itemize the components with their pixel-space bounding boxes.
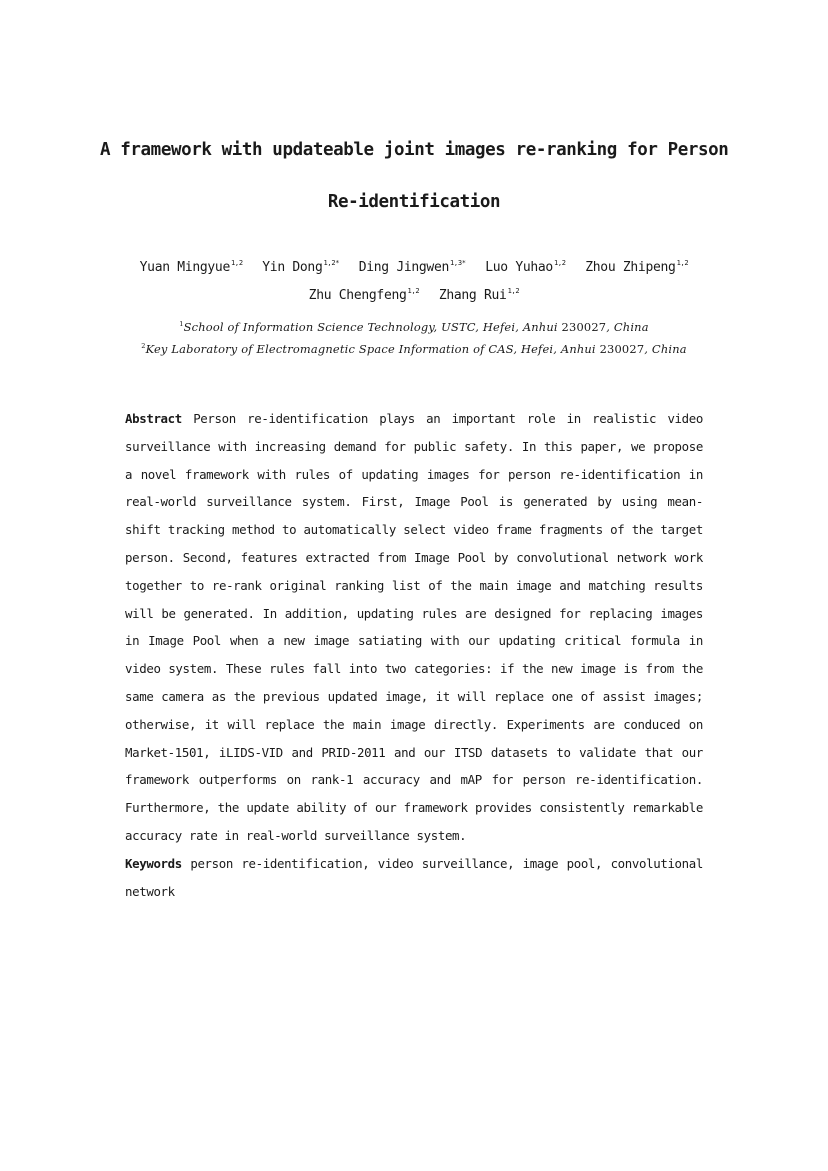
affiliation-country: , China	[606, 320, 649, 334]
author-name: Yin Dong	[262, 260, 323, 275]
paper-title-line-1: A framework with updateable joint images re-ranking for Person	[100, 140, 729, 160]
affiliation-2	[100, 342, 728, 356]
author	[585, 260, 688, 275]
author-list-line-2	[100, 287, 728, 303]
keywords-text: person re-identification, video surveillance, image pool, convolutional network	[125, 856, 703, 899]
author-affiliation-mark: 1,2	[407, 287, 420, 295]
author-affiliation-mark: 1,2	[676, 259, 689, 267]
author	[439, 288, 520, 303]
abstract-label: Abstract	[125, 411, 182, 426]
abstract	[125, 405, 703, 850]
author	[485, 260, 566, 275]
affiliation-mark: 2	[141, 342, 146, 350]
author-name: Zhang Rui	[438, 288, 507, 303]
author-affiliation-mark: 1,2	[553, 259, 566, 267]
affiliation-postcode: 230027	[599, 342, 645, 356]
affiliation-mark: 1	[179, 320, 184, 328]
abstract-text: Person re-identification plays an important role in realistic video surveillance with increasing demand for public safety. In this paper, we propose a novel framework with rules of updating images for person re-identification in real-world surveillance system. First, Image Pool is generated by using mean-shift tracking method to automatically select video frame fragments of the target person. Second, features extracted from Image Pool by convolutional network work together to re-rank original ranking list of the main image and matching results will be generated. In addition, updating rules are designed for replacing images in Image Pool when a new image satiating with our updating critical formula in video system. These rules fall into two categories: if the new image is from the same camera as the previous updated image, it will replace one of assist images; otherwise, it will replace the main image directly. Experiments are conduced on Market-1501, iLIDS-VID and PRID-2011 and our ITSD datasets to validate that our framework outperforms on rank-1 accuracy and mAP for person re-identification. Furthermore, the update ability of our framework provides consistently remarkable accuracy rate in real-world surveillance system.	[125, 411, 703, 843]
author-affiliation-mark: 1,2	[507, 287, 520, 295]
author-name: Yuan Mingyue	[139, 260, 230, 275]
affiliation-postcode: 230027	[561, 320, 607, 334]
keywords-label: Keywords	[125, 856, 182, 871]
author-list-line-1	[100, 259, 728, 275]
author	[140, 260, 243, 275]
author-name: Ding Jingwen	[358, 260, 450, 275]
author-affiliation-mark: 1,2*	[323, 259, 340, 267]
author-affiliation-mark: 1,3*	[450, 259, 466, 267]
author	[359, 260, 466, 275]
author-affiliation-mark: 1,2	[230, 259, 243, 267]
author	[262, 260, 339, 275]
author-name: Zhou Zhipeng	[585, 260, 676, 275]
affiliation-text: School of Information Science Technology, USTC, Hefei, Anhui	[183, 320, 562, 334]
author-name: Zhu Chengfeng	[308, 288, 407, 303]
affiliation-text: Key Laboratory of Electromagnetic Space Information of CAS, Hefei, Anhui	[145, 342, 600, 356]
paper-title-line-2: Re-identification	[327, 192, 501, 212]
affiliation-1	[100, 320, 728, 334]
affiliation-country: , China	[644, 342, 687, 356]
keywords	[125, 850, 703, 906]
author-name: Luo Yuhao	[485, 260, 553, 275]
author	[309, 288, 420, 303]
